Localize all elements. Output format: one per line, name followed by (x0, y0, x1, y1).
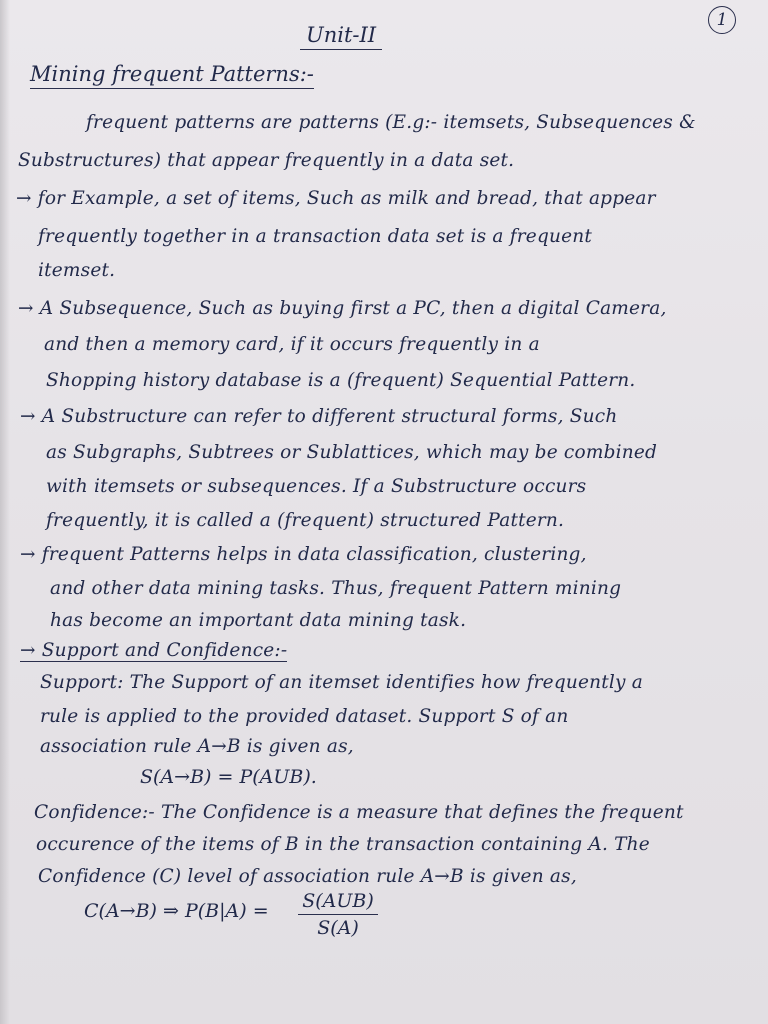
subheading-support-confidence (20, 638, 287, 664)
text-line: frequent patterns are patterns (E.g:- itemsets, Subsequences & (86, 112, 696, 133)
text-line: with itemsets or subsequences. If a Substructure occurs (46, 476, 587, 497)
page-number: 1 (708, 6, 736, 34)
text-line: Shopping history database is a (frequent) Sequential Pattern. (46, 370, 636, 391)
text-line: occurence of the items of B in the transaction containing A. The (36, 834, 650, 855)
text-line: and then a memory card, if it occurs frequently in a (44, 334, 540, 355)
text-line: Confidence:- The Confidence is a measure that defines the frequent (34, 802, 684, 823)
text-line: Support: The Support of an itemset identifies how frequently a (40, 672, 643, 693)
text-line: frequently, it is called a (frequent) structured Pattern. (46, 510, 565, 531)
text-line: → frequent Patterns helps in data classification, clustering, (20, 544, 587, 565)
text-line: Confidence (C) level of association rule A→B is given as, (38, 866, 577, 887)
fraction-denominator: S(A) (317, 917, 359, 939)
subheading-text: → Support and Confidence:- (20, 640, 288, 661)
unit-heading: Unit-II (300, 22, 382, 50)
text-line: and other data mining tasks. Thus, frequent Pattern mining (50, 578, 622, 599)
text-line: → A Substructure can refer to different structural forms, Such (20, 406, 618, 427)
confidence-fraction (298, 888, 378, 941)
section-title: Mining frequent Patterns:- (30, 60, 314, 89)
text-line: → for Example, a set of items, Such as milk and bread, that appear (16, 188, 656, 209)
text-line: association rule A→B is given as, (40, 736, 354, 757)
fraction-numerator: S(AUB) (298, 888, 378, 915)
support-formula: S(A→B) = P(AUB). (140, 766, 317, 788)
text-line: rule is applied to the provided dataset. Support S of an (40, 706, 569, 727)
text-line: has become an important data mining task. (50, 610, 467, 631)
text-line: itemset. (38, 260, 116, 281)
text-line: → A Subsequence, Such as buying first a PC, then a digital Camera, (18, 298, 667, 319)
text-line: Substructures) that appear frequently in a data set. (18, 150, 515, 171)
text-line: frequently together in a transaction data set is a frequent (38, 226, 593, 247)
confidence-formula: C(A→B) ⇒ P(B|A) = (84, 900, 269, 922)
text-line: as Subgraphs, Subtrees or Sublattices, which may be combined (46, 442, 658, 463)
